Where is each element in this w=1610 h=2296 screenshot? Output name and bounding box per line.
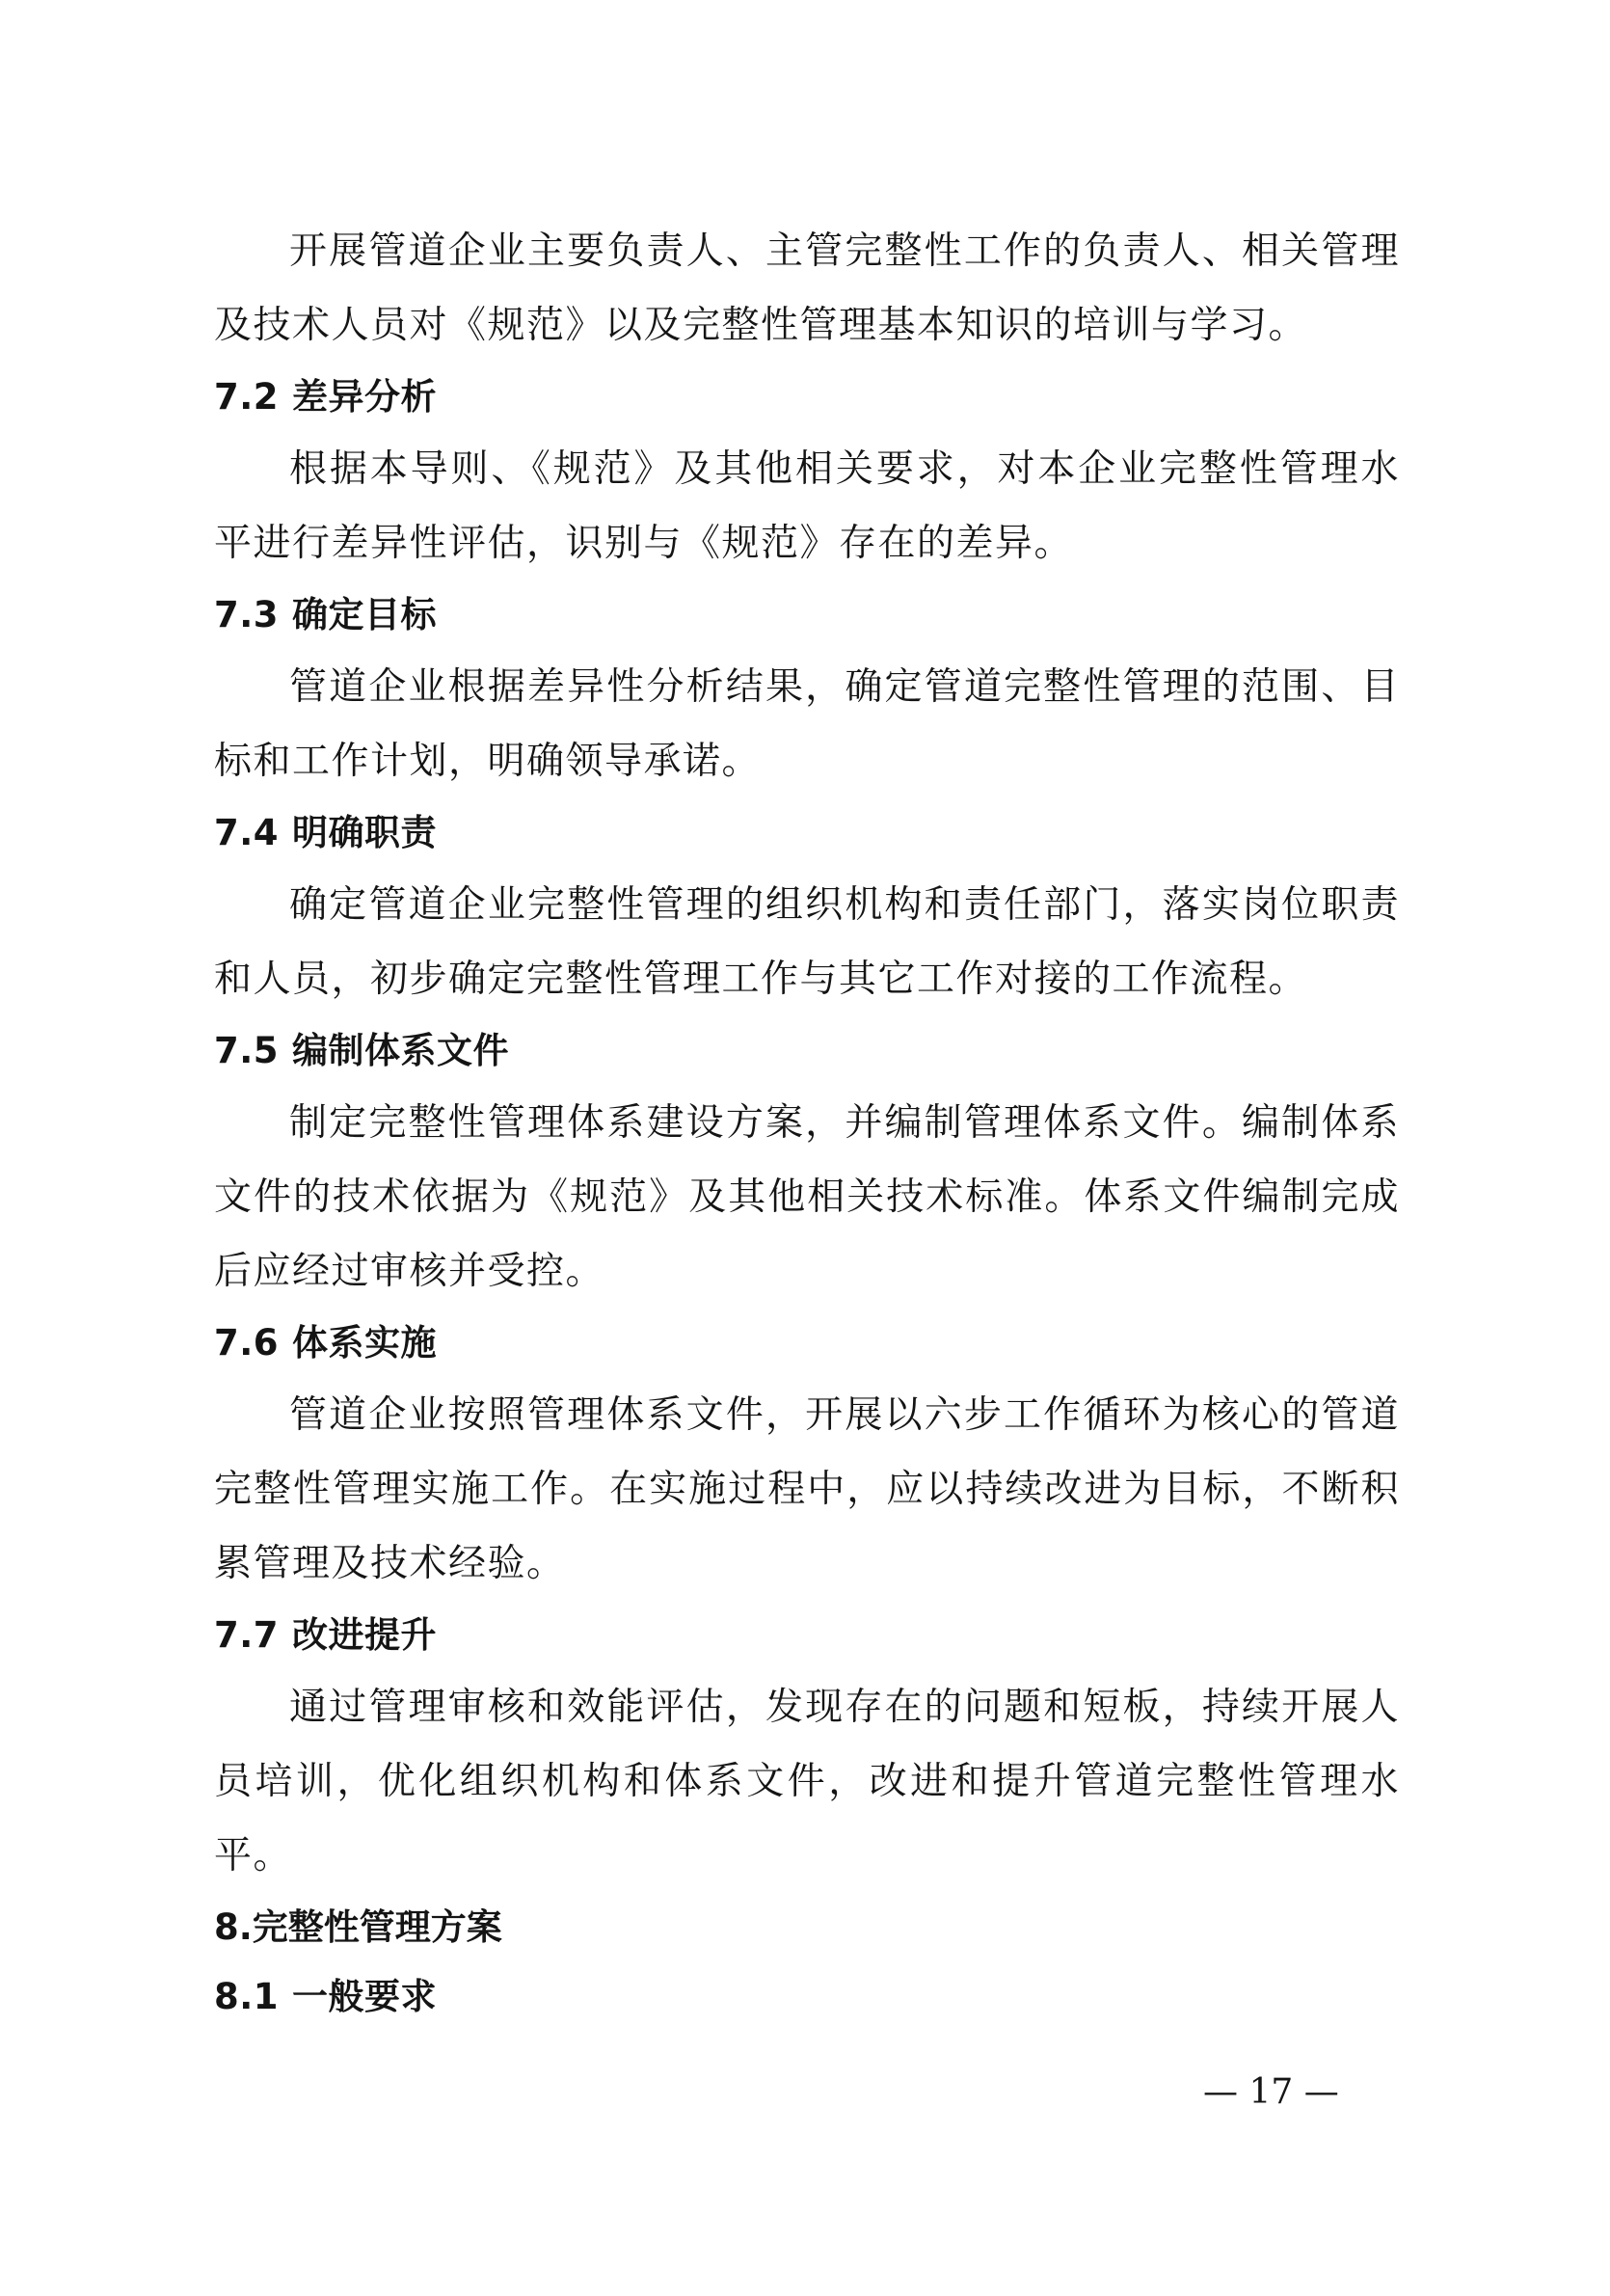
paragraph-responsibilities: 确定管道企业完整性管理的组织机构和责任部门，落实岗位职责和人员，初步确定完整性管理工作与其它工作对接的工作流程。 <box>214 883 1400 1001</box>
heading-number: 7.2 <box>214 376 280 418</box>
page-number: — 17 — <box>1203 2072 1339 2112</box>
heading-number: 7.5 <box>214 1030 280 1071</box>
paragraph-improvement: 通过管理审核和效能评估，发现存在的问题和短板，持续开展人员培训，优化组织机构和体系文件，改进和提升管道完整性管理水平。 <box>214 1686 1400 1877</box>
heading-section-8: 8.完整性管理方案 <box>214 1906 502 1948</box>
paragraph-system-implementation: 管道企业按照管理体系文件，开展以六步工作循环为核心的管道完整性管理实施工作。在实施过程中，应以持续改进为目标，不断积累管理及技术经验。 <box>214 1393 1400 1585</box>
heading-7-5 <box>214 1016 1400 1086</box>
heading-title: 确定目标 <box>292 594 438 635</box>
heading-7-4 <box>214 798 1400 868</box>
heading-7-6 <box>214 1309 1400 1378</box>
heading-title: 明确职责 <box>292 812 438 853</box>
heading-7-3 <box>214 581 1400 650</box>
paragraph-gap-analysis: 根据本导则、《规范》及其他相关要求，对本企业完整性管理水平进行差异性评估，识别与《规范》存在的差异。 <box>214 447 1400 565</box>
heading-7-2 <box>214 363 1400 432</box>
heading-number: 8.1 <box>214 1976 280 2017</box>
heading-title: 编制体系文件 <box>292 1030 510 1071</box>
heading-7-7 <box>214 1601 1400 1670</box>
heading-title: 差异分析 <box>292 376 438 418</box>
heading-title: 改进提升 <box>292 1614 438 1656</box>
heading-number: 7.4 <box>214 812 280 853</box>
paragraph-training: 开展管道企业主要负责人、主管完整性工作的负责人、相关管理及技术人员对《规范》以及完整性管理基本知识的培训与学习。 <box>214 230 1400 347</box>
heading-number: 7.3 <box>214 594 280 635</box>
heading-number: 7.6 <box>214 1322 280 1364</box>
heading-title: 一般要求 <box>292 1976 438 2017</box>
paragraph-system-documents: 制定完整性管理体系建设方案，并编制管理体系文件。编制体系文件的技术依据为《规范》及其他相关技术标准。体系文件编制完成后应经过审核并受控。 <box>214 1101 1400 1293</box>
paragraph-set-goals: 管道企业根据差异性分析结果，确定管道完整性管理的范围、目标和工作计划，明确领导承诺。 <box>214 665 1400 783</box>
heading-number: 7.7 <box>214 1614 280 1656</box>
heading-title: 体系实施 <box>292 1322 438 1364</box>
heading-8-1 <box>214 1962 1400 2032</box>
page-content <box>214 214 1400 2032</box>
